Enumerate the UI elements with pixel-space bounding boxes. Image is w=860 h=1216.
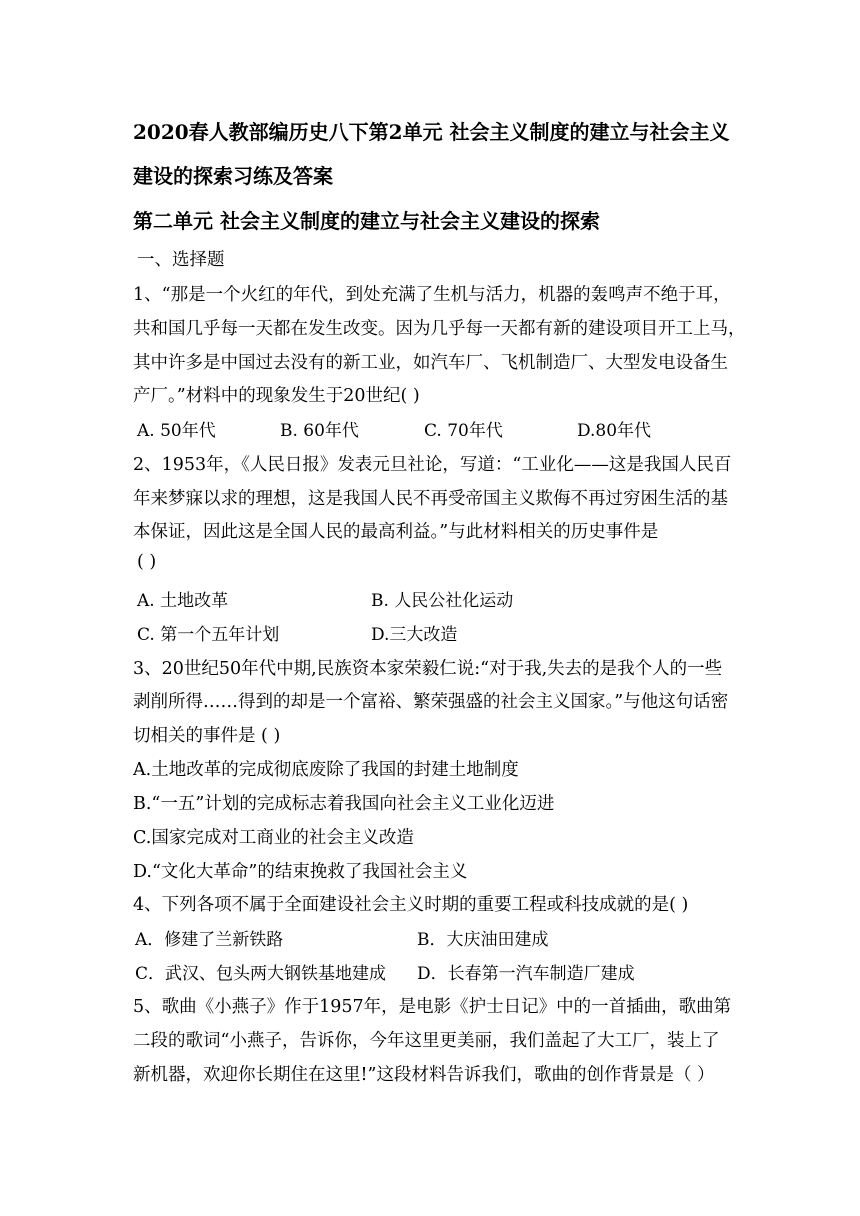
q1-line-1: 1、“那是一个火红的年代，到处充满了生机与活力，机器的轰鸣声不绝于耳， (133, 285, 731, 305)
q2-option-c: C. 第一个五年计划 (137, 625, 280, 645)
q1-line-3: 其中许多是中国过去没有的新工业，如汽车厂、飞机制造厂、大型发电设备生 (133, 353, 728, 373)
q5-line-3: 新机器，欢迎你长期住在这里!”这段材料告诉我们，歌曲的创作背景是（ ） (133, 1065, 715, 1085)
q5-line-1: 5、歌曲《小燕子》作于1957年，是电影《护士日记》中的一首插曲，歌曲第 (133, 997, 732, 1017)
q1-option-a: A. 50年代 (137, 421, 216, 441)
q4-option-a: A．修建了兰新铁路 (135, 930, 284, 950)
q3-option-d: D.“文化大革命”的结束挽救了我国社会主义 (133, 862, 468, 882)
q3-option-c: C.国家完成对工商业的社会主义改造 (133, 828, 414, 848)
q2-line-3: 本保证，因此这是全国人民的最高利益。”与此材料相关的历史事件是 (133, 522, 659, 542)
q2-option-b: B. 人民公社化运动 (371, 591, 514, 611)
q1-option-b: B. 60年代 (280, 421, 359, 441)
q2-line-4: ( ) (137, 552, 157, 572)
q1-option-c: C. 70年代 (424, 421, 503, 441)
doc-title-line-1: 2020春人教部编历史八下第2单元 社会主义制度的建立与社会主义 (133, 120, 730, 144)
unit-heading: 第二单元 社会主义制度的建立与社会主义建设的探索 (133, 209, 600, 233)
q1-line-2: 共和国几乎每一天都在发生改变。因为几乎每一天都有新的建设项目开工上马， (133, 319, 746, 339)
section-heading: 一、选择题 (137, 250, 225, 270)
q1-line-4: 产厂。”材料中的现象发生于20世纪( ) (133, 386, 420, 406)
q3-line-1: 3、20世纪50年代中期,民族资本家荣毅仁说:“对于我,失去的是我个人的一些 (133, 659, 723, 679)
q4-option-b: B．大庆油田建成 (417, 930, 549, 950)
q1-option-d: D.80年代 (577, 421, 652, 441)
q3-option-a: A.土地改革的完成彻底废除了我国的封建土地制度 (133, 760, 519, 780)
doc-title-line-2: 建设的探索习练及答案 (133, 164, 333, 188)
q4-option-c: C．武汉、包头两大钢铁基地建成 (135, 964, 387, 984)
q2-option-d: D.三大改造 (371, 625, 458, 645)
q2-line-1: 2、1953年，《人民日报》发表元旦社论，写道：“工业化——这是我国人民百 (133, 455, 732, 475)
q3-line-2: 剥削所得……得到的却是一个富裕、繁荣强盛的社会主义国家。”与他这句话密 (133, 692, 729, 712)
q2-option-a: A. 土地改革 (137, 591, 229, 611)
q5-line-2: 二段的歌词“小燕子，告诉你，今年这里更美丽，我们盖起了大工厂，装上了 (133, 1031, 720, 1051)
q3-option-b: B.“一五”计划的完成标志着我国向社会主义工业化迈进 (133, 794, 555, 814)
q2-line-2: 年来梦寐以求的理想，这是我国人民不再受帝国主义欺侮不再过穷困生活的基 (133, 489, 728, 509)
q4-option-d: D．长春第一汽车制造厂建成 (417, 964, 635, 984)
q3-line-3: 切相关的事件是 ( ) (133, 726, 281, 746)
q4-line-1: 4、下列各项不属于全面建设社会主义时期的重要工程或科技成就的是( ) (133, 895, 689, 915)
